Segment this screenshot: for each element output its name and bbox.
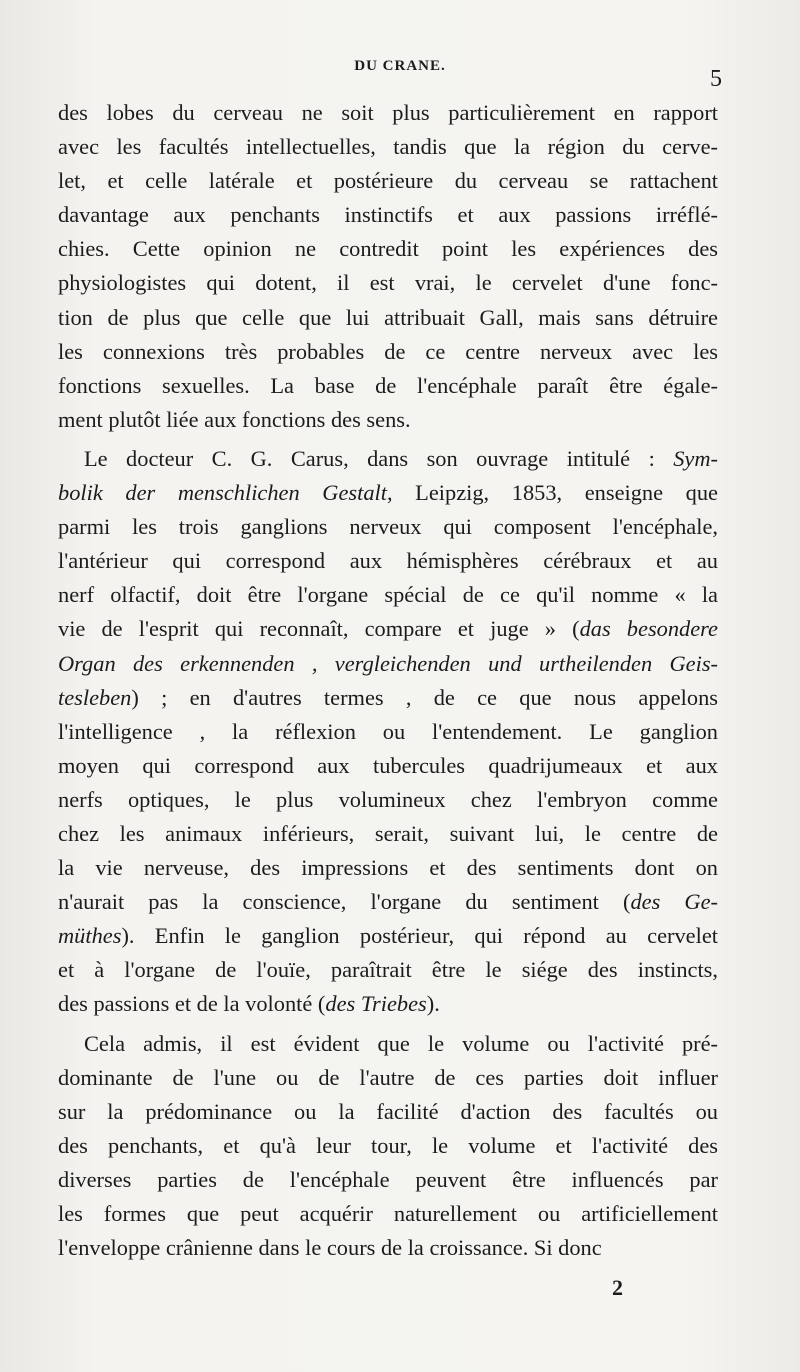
text-line: [58, 1027, 718, 1061]
text-run: l'antérieur qui correspond aux hémisphères cérébraux et au: [58, 548, 718, 574]
text-run: ment plutôt liée aux fonctions des sens.: [58, 406, 411, 432]
text-run: tion de plus que celle que lui attribuait Gall, mais sans détruire: [58, 304, 718, 330]
text-line: [58, 1231, 718, 1265]
text-line: [58, 715, 718, 749]
signature-mark: 2: [612, 1275, 623, 1300]
text-run: des passions et de la volonté (: [58, 991, 326, 1017]
text-run: fonctions sexuelles. La base de l'encéphale paraît être égale-: [58, 372, 718, 398]
italic-text: Sym-: [673, 445, 718, 471]
italic-text: müthes: [58, 923, 122, 949]
text-run: nerf olfactif, doit être l'organe spécial de ce qu'il nomme « la: [58, 582, 718, 608]
text-run: ). Enfin le ganglion postérieur, qui répond au cervelet: [121, 923, 718, 949]
text-run: chies. Cette opinion ne contredit point les expériences des: [58, 236, 718, 262]
text-run: physiologistes qui dotent, il est vrai, le cervelet d'une fonc-: [58, 270, 718, 296]
text-run: davantage aux penchants instinctifs et aux passions irréflé-: [58, 202, 718, 228]
text-run: n'aurait pas la conscience, l'organe du sentiment (: [58, 889, 631, 915]
text-run: ) ; en d'autres termes , de ce que nous appelons: [131, 684, 718, 710]
text-run: chez les animaux inférieurs, serait, suivant lui, le centre de: [58, 820, 718, 846]
text-run: et à l'organe de l'ouïe, paraîtrait être le siége des instincts,: [58, 957, 718, 983]
text-line: [58, 198, 718, 232]
text-line: [58, 1163, 718, 1197]
body-text: [58, 96, 718, 1265]
text-line: [58, 647, 718, 681]
text-line: [58, 510, 718, 544]
text-line: [58, 612, 718, 646]
italic-text: bolik der menschlichen Gestalt: [58, 480, 387, 506]
text-run: vie de l'esprit qui reconnaît, compare et juge » (: [58, 616, 580, 642]
text-run: sur la prédominance ou la facilité d'action des facultés ou: [58, 1098, 718, 1124]
text-line: [58, 232, 718, 266]
text-run: l'enveloppe crânienne dans le cours de la croissance. Si donc: [58, 1235, 602, 1261]
text-line: [58, 783, 718, 817]
text-run: ).: [426, 991, 440, 1017]
text-line: [58, 749, 718, 783]
text-line: [58, 1061, 718, 1095]
text-line: [58, 681, 718, 715]
text-line: [58, 817, 718, 851]
italic-text: das besondere: [579, 616, 718, 642]
text-run: diverses parties de l'encéphale peuvent être influencés par: [58, 1166, 718, 1192]
text-run: les connexions très probables de ce centre nerveux avec les: [58, 338, 718, 364]
text-line: [58, 885, 718, 919]
text-line: [58, 476, 718, 510]
paragraph: [58, 442, 718, 1022]
text-run: parmi les trois ganglions nerveux qui composent l'encéphale,: [58, 514, 718, 540]
text-line: [58, 442, 718, 476]
text-run: des lobes du cerveau ne soit plus particulièrement en rapport: [58, 100, 718, 125]
text-line: [58, 369, 718, 403]
italic-text: des Ge-: [630, 889, 718, 915]
text-run: l'intelligence , la réflexion ou l'entendement. Le ganglion: [58, 718, 718, 744]
text-run: des penchants, et qu'à leur tour, le volume et l'activité des: [58, 1132, 718, 1158]
paragraph: [58, 1027, 718, 1266]
text-line: [58, 851, 718, 885]
italic-text: tesleben: [58, 684, 132, 710]
text-line: [58, 987, 718, 1021]
text-run: Cela admis, il est évident que le volume ou l'activité pré-: [84, 1030, 718, 1056]
text-line: [58, 96, 718, 130]
running-head: DU CRANE.: [354, 58, 446, 74]
text-run: nerfs optiques, le plus volumineux chez l'embryon comme: [58, 786, 718, 812]
text-line: [58, 266, 718, 300]
text-line: [58, 1197, 718, 1231]
text-line: [58, 335, 718, 369]
text-run: Le docteur C. G. Carus, dans son ouvrage intitulé :: [84, 445, 674, 471]
text-line: [58, 130, 718, 164]
text-line: [58, 1129, 718, 1163]
text-line: [58, 1095, 718, 1129]
text-line: [58, 164, 718, 198]
text-run: dominante de l'une ou de l'autre de ces parties doit influer: [58, 1064, 718, 1090]
text-run: let, et celle latérale et postérieure du cerveau se rattachent: [58, 168, 718, 194]
text-line: [58, 953, 718, 987]
text-run: la vie nerveuse, des impressions et des sentiments dont on: [58, 855, 718, 881]
text-line: [58, 403, 718, 437]
paragraph: [58, 96, 718, 437]
text-line: [58, 578, 718, 612]
text-run: les formes que peut acquérir naturellement ou artificiellement: [58, 1201, 718, 1226]
text-line: [58, 301, 718, 335]
text-line: [58, 919, 718, 953]
page-number: 5: [710, 66, 722, 92]
text-run: avec les facultés intellectuelles, tandis que la région du cerve-: [58, 134, 718, 160]
text-line: [58, 544, 718, 578]
italic-text: Organ des erkennenden , vergleichenden und urtheilenden Geis-: [58, 650, 718, 676]
italic-text: des Triebes: [325, 991, 427, 1017]
text-run: , Leipzig, 1853, enseigne que: [386, 480, 719, 506]
text-run: moyen qui correspond aux tubercules quadrijumeaux et aux: [58, 752, 718, 778]
